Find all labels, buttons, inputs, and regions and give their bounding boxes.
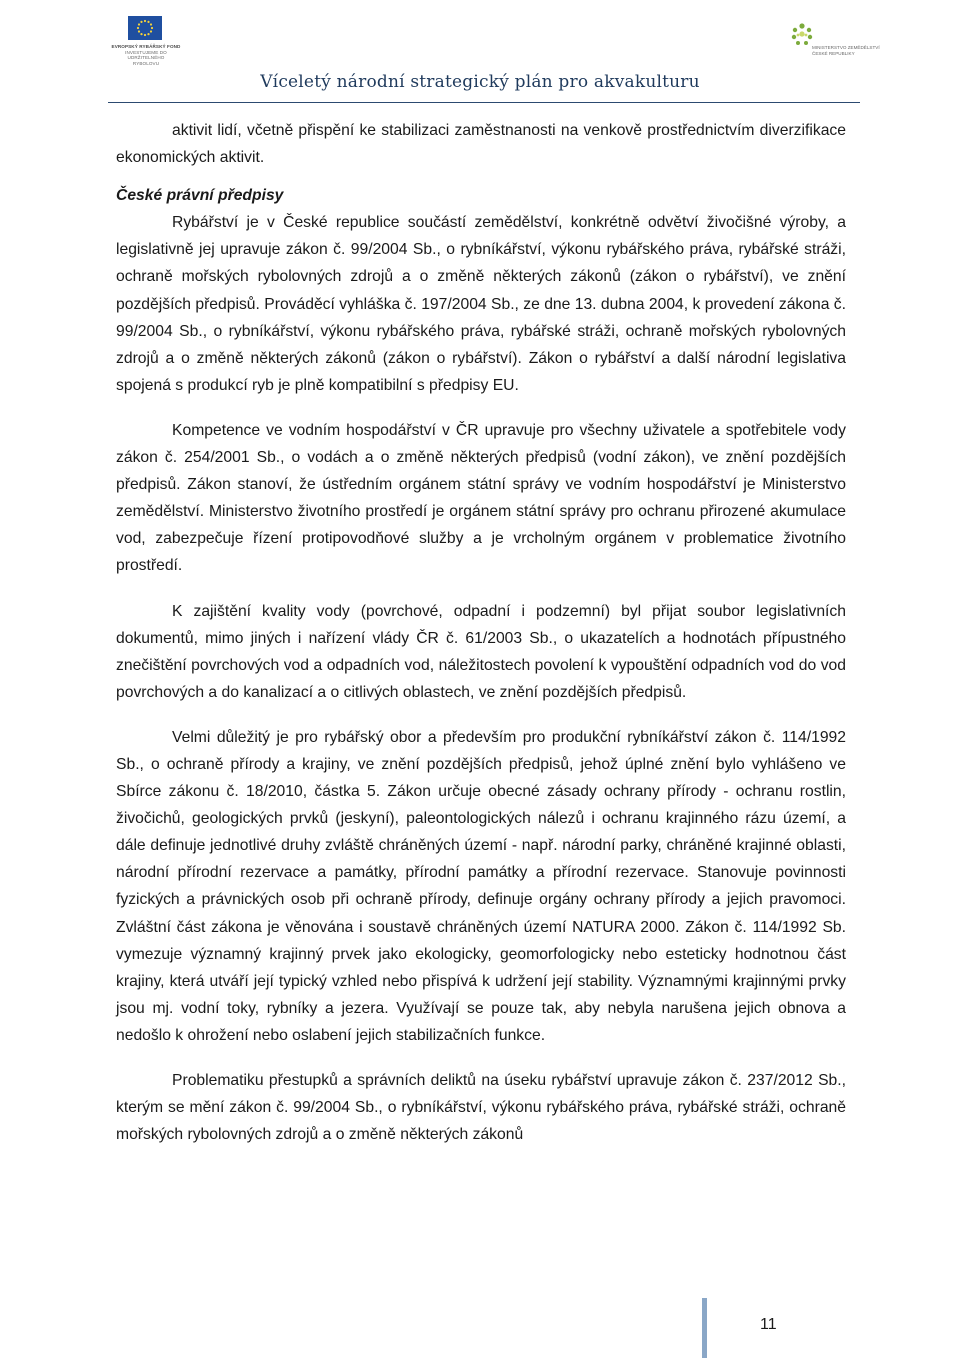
paragraph-spacer [116, 706, 846, 724]
paragraph-spacer [116, 580, 846, 598]
page-number: 11 [760, 1316, 777, 1333]
document-title: Víceletý národní strategický plán pro akvakulturu [260, 72, 700, 92]
paragraph-spacer [116, 1049, 846, 1067]
footer-accent-bar [702, 1298, 707, 1358]
paragraph-2: Kompetence ve vodním hospodářství v ČR upravuje pro všechny uživatele a spotřebitele vody zákon č. 254/2001 Sb., o vodách a o změně některých předpisů (vodní zákon), ve znění pozdějších předpisů. Zákon stanoví, že ústředním orgánem státní správy ve vodním hospodářství je Ministerstvo zemědělství. Ministerstvo životního prostředí je orgánem státní správy pro ochranu přirozené akumulace vod, zabezpečuje řízení protipovodňové služby a je vrcholným orgánem v problematice životního prostředí. [116, 421, 846, 575]
eu-logo-caption: EVROPSKÝ RYBÁŘSKÝ FOND INVESTUJEME DO UDRŽITELNÉHO RYBOLOVU [111, 44, 181, 66]
page-header [0, 0, 960, 105]
paragraph-3: K zajištění kvality vody (povrchové, odpadní i podzemní) byl přijat soubor legislativních dokumentů, mimo jiných i nařízení vlády ČR č. 61/2003 Sb., o ukazatelích a hodnotách přípustného znečištění povrchových vod a odpadních vod, náležitostech povolení k vypouštění odpadních vod do vod povrchových a do kanalizací a o citlivých oblastech, ve znění pozdějších předpisů. [116, 602, 846, 701]
ministry-of-agriculture-logo [790, 20, 880, 66]
eu-fisheries-fund-logo [106, 16, 186, 66]
paragraph-4: Velmi důležitý je pro rybářský obor a především pro produkční rybníkářství zákon č. 114/1992 Sb., o ochraně přírody a krajiny, ve znění pozdějších předpisů, jehož úplné znění bylo vyhlášeno ve Sbírce zákonu č. 18/2010, částka 5. Zákon určuje obecné zásady ochrany přírody - ochranu rostlin, živočichů, geologických prvků (jeskyní), paleontologických nálezů i ochranu krajinného rázu území, a dále definuje jednotlivé druhy zvláště chráněných území - např. národní parky, chráněné krajinné oblasti, národní přírodní rezervace a památky, přírodní památky a přírodní rezervace. Stanovuje povinnosti fyzických a právnických osob při ochraně přírody, definuje orgány ochrany přírody a jejich pravomoci. Zvláštní část zákona je věnována i soustavě chráněných území NATURA 2000. Zákon č. 114/1992 Sb. vymezuje významný krajinný prvek jako ekologicky, geomorfologicky nebo esteticky hodnotnou část krajiny, která utváří její typický vzhled nebo přispívá k udržení její stability. Významnými krajinnými prvky jsou mj. vodní toky, rybníky a jezera. Využívají se pouze tak, aby nebyla narušena jejich obnova a nedošlo k ohrožení nebo oslabení jejich stabilizačních funkce. [116, 728, 846, 1044]
eu-flag-icon [128, 16, 162, 40]
header-divider [108, 102, 860, 103]
paragraph-spacer [116, 399, 846, 417]
section-heading: České právní předpisy [116, 187, 284, 205]
paragraph-1: Rybářství je v České republice součástí zemědělství, konkrétně odvětví živočišné výroby, a legislativně jej upravuje zákon č. 99/2004 Sb., o rybníkářství, výkonu rybářského práva, rybářské stráži, ochraně mořských rybolovných zdrojů a o změně některých zákonů (zákon o rybářství), ve znění pozdějších předpisů. Prováděcí vyhláška č. 197/2004 Sb., ze dne 13. dubna 2004, k provedení zákona č. 99/2004 Sb., o rybníkářství, výkonu rybářského práva, rybářské stráži, ochraně mořských rybolovných zdrojů a o změně některých zákonů (zákon o rybářství). Zákon o rybářství a další národní legislativa spojená s produkcí ryb je plně kompatibilní s předpisy EU. [116, 214, 846, 394]
paragraph-intro: aktivit lidí, včetně přispění ke stabilizaci zaměstnanosti na venkově prostřednictvím diverzifikace ekonomických aktivit. [116, 122, 846, 167]
ministry-emblem-icon [790, 22, 814, 48]
ministry-logo-caption: MINISTERSTVO ZEMĚDĚLSTVÍ ČESKÉ REPUBLIKY [812, 45, 880, 56]
document-body [116, 117, 846, 1148]
paragraph-spacer [116, 171, 846, 182]
paragraph-5: Problematiku přestupků a správních deliktů na úseku rybářství upravuje zákon č. 237/2012 Sb., kterým se mění zákon č. 99/2004 Sb., o rybníkářství, výkonu rybářského práva, rybářské stráži, ochraně mořských rybolovných zdrojů a o změně některých zákonů [116, 1072, 846, 1144]
